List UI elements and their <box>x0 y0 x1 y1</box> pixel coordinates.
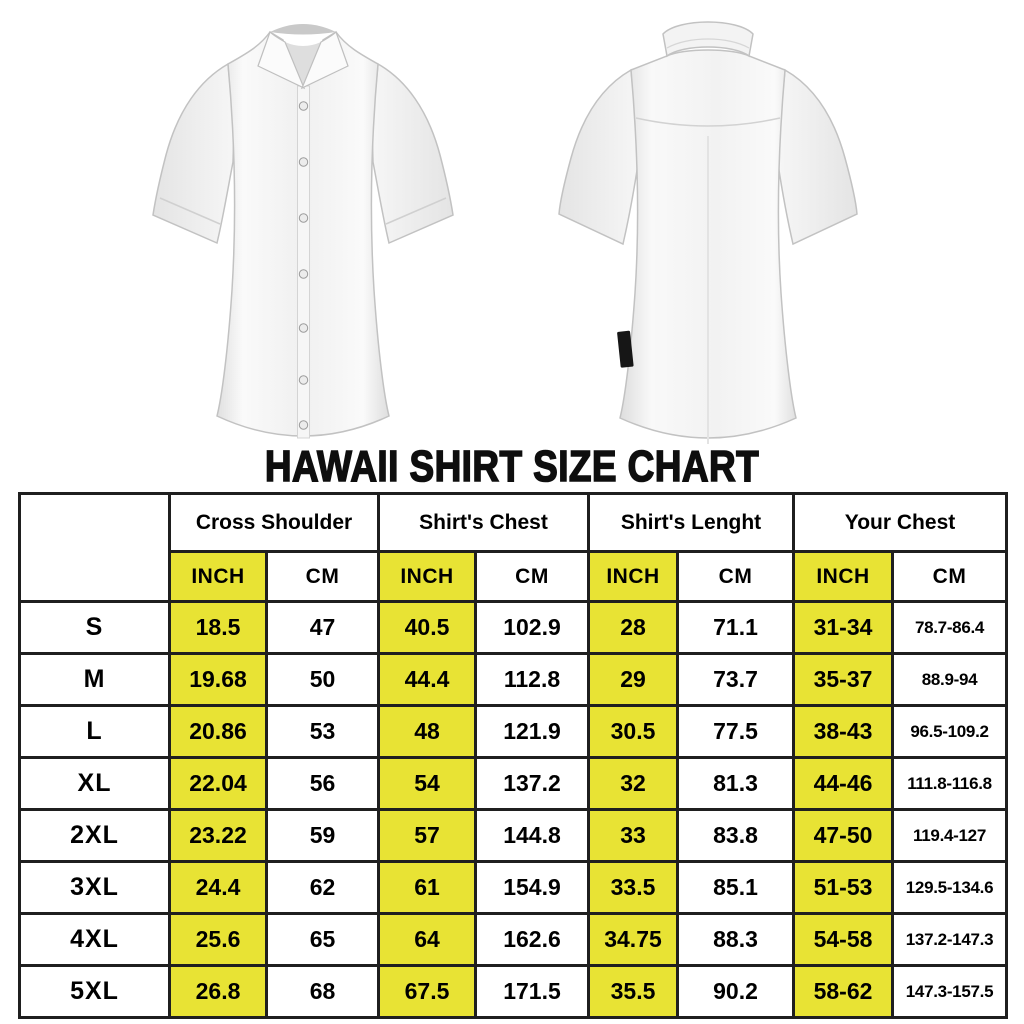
front-right-sleeve <box>372 64 453 243</box>
value-cell: 25.6 <box>170 914 267 966</box>
value-cell: 19.68 <box>170 654 267 706</box>
value-cell: 171.5 <box>476 966 589 1018</box>
value-cell: 35-37 <box>794 654 893 706</box>
unit-header-inch: INCH <box>170 552 267 602</box>
group-header-cross-shoulder: Cross Shoulder <box>170 494 379 552</box>
value-cell: 57 <box>379 810 476 862</box>
unit-header-inch: INCH <box>589 552 678 602</box>
value-cell: 102.9 <box>476 602 589 654</box>
value-cell: 73.7 <box>678 654 794 706</box>
group-header-your-chest: Your Chest <box>794 494 1007 552</box>
value-cell: 111.8-116.8 <box>893 758 1007 810</box>
value-cell: 26.8 <box>170 966 267 1018</box>
value-cell: 77.5 <box>678 706 794 758</box>
value-cell: 47 <box>267 602 379 654</box>
value-cell: 34.75 <box>589 914 678 966</box>
value-cell: 88.3 <box>678 914 794 966</box>
unit-header-cm: CM <box>476 552 589 602</box>
size-label: 5XL <box>20 966 170 1018</box>
group-header-row <box>20 494 1007 552</box>
value-cell: 162.6 <box>476 914 589 966</box>
value-cell: 18.5 <box>170 602 267 654</box>
value-cell: 58-62 <box>794 966 893 1018</box>
size-label: 2XL <box>20 810 170 862</box>
value-cell: 51-53 <box>794 862 893 914</box>
table-row-3xl <box>20 862 1007 914</box>
value-cell: 59 <box>267 810 379 862</box>
value-cell: 28 <box>589 602 678 654</box>
size-label: XL <box>20 758 170 810</box>
value-cell: 88.9-94 <box>893 654 1007 706</box>
value-cell: 33.5 <box>589 862 678 914</box>
value-cell: 23.22 <box>170 810 267 862</box>
unit-header-inch: INCH <box>379 552 476 602</box>
value-cell: 71.1 <box>678 602 794 654</box>
unit-header-cm: CM <box>678 552 794 602</box>
value-cell: 54 <box>379 758 476 810</box>
corner-cell <box>20 494 170 602</box>
value-cell: 56 <box>267 758 379 810</box>
value-cell: 50 <box>267 654 379 706</box>
front-placket <box>298 86 310 438</box>
size-label: 3XL <box>20 862 170 914</box>
value-cell: 38-43 <box>794 706 893 758</box>
shirt-back-image <box>543 8 873 446</box>
front-left-sleeve <box>153 64 234 243</box>
value-cell: 83.8 <box>678 810 794 862</box>
value-cell: 81.3 <box>678 758 794 810</box>
table-row-s <box>20 602 1007 654</box>
value-cell: 44-46 <box>794 758 893 810</box>
value-cell: 32 <box>589 758 678 810</box>
back-left-sleeve <box>559 70 638 244</box>
size-label: M <box>20 654 170 706</box>
value-cell: 68 <box>267 966 379 1018</box>
table-row-2xl <box>20 810 1007 862</box>
value-cell: 29 <box>589 654 678 706</box>
value-cell: 22.04 <box>170 758 267 810</box>
front-neck-back <box>270 24 336 35</box>
value-cell: 154.9 <box>476 862 589 914</box>
value-cell: 121.9 <box>476 706 589 758</box>
back-right-sleeve <box>778 70 857 244</box>
table-row-5xl <box>20 966 1007 1018</box>
value-cell: 85.1 <box>678 862 794 914</box>
value-cell: 53 <box>267 706 379 758</box>
value-cell: 24.4 <box>170 862 267 914</box>
value-cell: 31-34 <box>794 602 893 654</box>
unit-header-inch: INCH <box>794 552 893 602</box>
value-cell: 48 <box>379 706 476 758</box>
table-row-4xl <box>20 914 1007 966</box>
value-cell: 78.7-86.4 <box>893 602 1007 654</box>
value-cell: 40.5 <box>379 602 476 654</box>
table-row-l <box>20 706 1007 758</box>
value-cell: 129.5-134.6 <box>893 862 1007 914</box>
value-cell: 137.2 <box>476 758 589 810</box>
value-cell: 147.3-157.5 <box>893 966 1007 1018</box>
size-chart-table <box>18 492 1008 1019</box>
size-label: S <box>20 602 170 654</box>
unit-header-cm: CM <box>267 552 379 602</box>
value-cell: 20.86 <box>170 706 267 758</box>
value-cell: 90.2 <box>678 966 794 1018</box>
value-cell: 44.4 <box>379 654 476 706</box>
value-cell: 33 <box>589 810 678 862</box>
size-label: L <box>20 706 170 758</box>
value-cell: 35.5 <box>589 966 678 1018</box>
value-cell: 62 <box>267 862 379 914</box>
value-cell: 61 <box>379 862 476 914</box>
value-cell: 144.8 <box>476 810 589 862</box>
group-header-shirts-lenght: Shirt's Lenght <box>589 494 794 552</box>
table-row-m <box>20 654 1007 706</box>
value-cell: 47-50 <box>794 810 893 862</box>
group-header-shirts-chest: Shirt's Chest <box>379 494 589 552</box>
value-cell: 65 <box>267 914 379 966</box>
value-cell: 112.8 <box>476 654 589 706</box>
unit-header-cm: CM <box>893 552 1007 602</box>
value-cell: 96.5-109.2 <box>893 706 1007 758</box>
value-cell: 119.4-127 <box>893 810 1007 862</box>
value-cell: 137.2-147.3 <box>893 914 1007 966</box>
value-cell: 67.5 <box>379 966 476 1018</box>
value-cell: 30.5 <box>589 706 678 758</box>
value-cell: 64 <box>379 914 476 966</box>
size-label: 4XL <box>20 914 170 966</box>
page-title: HAWAII SHIRT SIZE CHART <box>264 442 760 491</box>
shirt-front-image <box>138 10 468 446</box>
table-row-xl <box>20 758 1007 810</box>
value-cell: 54-58 <box>794 914 893 966</box>
